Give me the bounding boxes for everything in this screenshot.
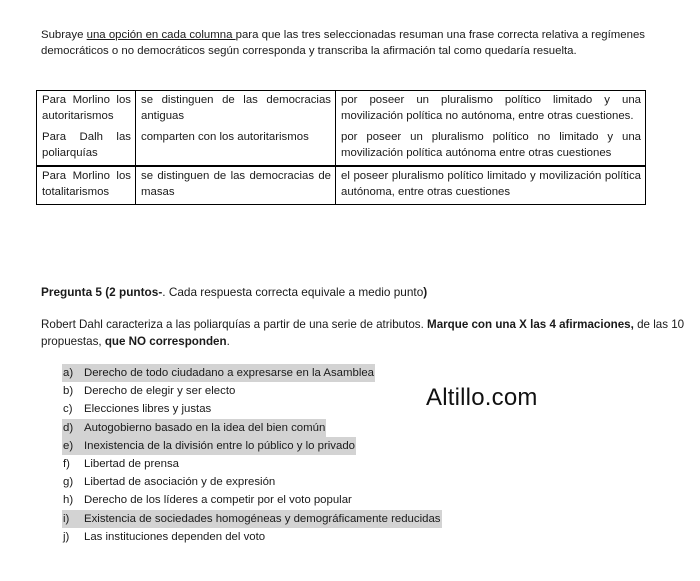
table-row [37,91,646,129]
option-text: Libertad de prensa [84,457,179,470]
table-row [37,128,646,166]
table-cell-subject[interactable]: Para Morlino los totalitarismos [37,166,136,205]
list-item-e[interactable] [62,437,442,455]
option-letter: e) [63,439,74,452]
instructions-paragraph [41,28,645,59]
option-letter: c) [63,403,73,416]
option-text: Las instituciones dependen del voto [84,530,266,543]
table-cell-subject[interactable]: Para Dalh las poliarquías [37,128,136,166]
list-item-c[interactable] [62,400,442,418]
option-text: Libertad de asociación y de expresión [84,476,276,489]
option-letter: f) [63,457,70,470]
list-item-f[interactable] [62,455,442,473]
option-letter: j) [63,530,70,543]
option-letter: i) [63,512,70,525]
option-text: Elecciones libres y justas [84,403,212,416]
statement-text-3: . [226,335,230,348]
statement-text-2: de las 10 propuestas, [41,318,685,348]
table-cell-subject[interactable]: Para Morlino los autoritarismos [37,91,136,129]
table-cell-reason[interactable]: el poseer pluralismo político limitado y movilización política autónoma, entre otras cuestiones [336,166,646,205]
option-text: Derecho de elegir y ser electo [84,385,236,398]
options-table [36,90,646,205]
table-cell-reason[interactable]: por poseer un pluralismo político no limitado y una movilización política autónoma entre otras cuestiones [336,128,646,166]
list-item-g[interactable] [62,473,442,491]
list-item-a[interactable] [62,364,442,382]
option-letter: h) [63,494,74,507]
question-heading [41,285,427,299]
option-text: Derecho de todo ciudadano a expresarse en la Asamblea [84,367,375,379]
option-letter: g) [63,476,74,489]
question-title: Pregunta 5 (2 puntos- [41,285,163,299]
table-cell-verb[interactable]: comparten con los autoritarismos [136,128,336,166]
statement-text-1: Robert Dahl caracteriza a las poliarquías a partir de una serie de atributos. [41,318,428,331]
list-item-b[interactable] [62,382,442,400]
watermark-text: Altillo.com [426,384,538,411]
option-text: Existencia de sociedades homogéneas y demográficamente reducidas [84,512,441,525]
option-text: Autogobierno basado en la idea del bien común [84,421,326,434]
question-statement [41,316,691,350]
option-letter: d) [63,421,74,434]
option-text: Derecho de los líderes a competir por el voto popular [84,494,352,507]
instructions-underlined-text: una opción en cada columna [86,29,236,41]
option-letter: a) [63,367,74,379]
table-cell-reason[interactable]: por poseer un pluralismo político limitado y una movilización política no autónoma, entre otras cuestiones. [336,91,646,129]
instructions-text-start: Subraye [41,29,87,41]
list-item-d[interactable] [62,419,442,437]
options-list [62,364,442,546]
option-text: Inexistencia de la división entre lo público y lo privado [84,439,356,452]
table-row [37,166,646,205]
list-item-j[interactable] [62,528,442,546]
statement-bold-2: que NO corresponden [104,335,227,348]
list-item-i[interactable] [62,510,442,528]
list-item-h[interactable] [62,491,442,509]
question-close-paren: ) [423,285,428,299]
table-cell-verb[interactable]: se distinguen de las democracias antiguas [136,91,336,129]
instructions-text-end: para que las tres seleccionadas resuman una frase correcta relativa a regímenes democráticos o no democráticos según corresponda y transcriba la afirmación tal como quedaría resuelta. [41,29,645,57]
table-cell-verb[interactable]: se distinguen de las democracias de masas [136,166,336,205]
statement-bold-1: Marque con una X las 4 afirmaciones, [427,318,634,331]
question-note: . Cada respuesta correcta equivale a medio punto [162,285,424,299]
option-letter: b) [63,385,74,398]
